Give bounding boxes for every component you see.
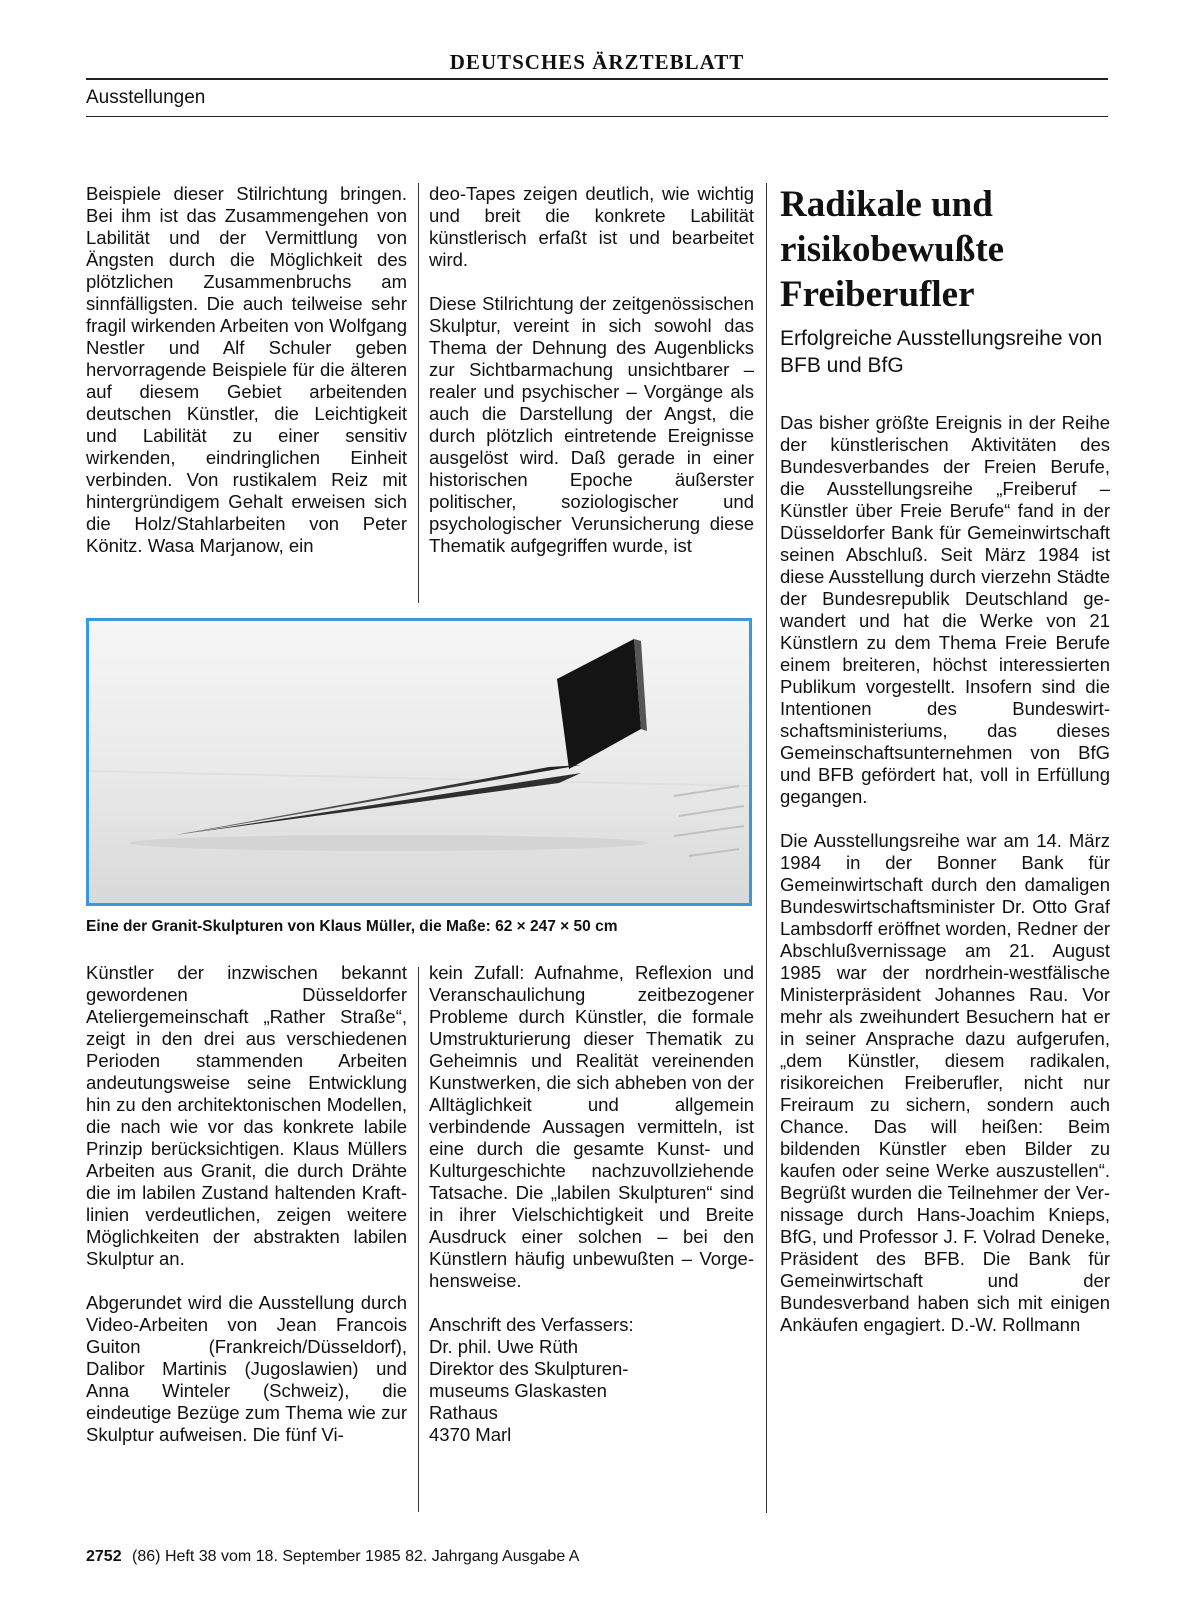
- sidebar-subheadline: Erfolgreiche Ausstellungsreihe von BFB und BfG: [780, 327, 1103, 377]
- paragraph: Beispiele dieser Stilrichtung bringen. Bei ihm ist das Zusammengehen von Labilität und der Vermittlung von Ängsten durch die Möglichkeit des plötzlichen Zusammenbruchs am sinnfälligsten. Die auch teilweise sehr fragil wirkenden Arbeiten von Wolfgang Nestler und Alf Schuler geben hervorragende Beispiele für die älteren auf diesem Gebiet arbeitenden deutschen Künstler, die Leichtigkeit und Labilität zu einer sensitiv wirkenden, eindringlichen Einheit verbinden. Von rustikalem Reiz mit hintergründigem Gehalt erweisen sich die Holz/Stahlarbeiten von Peter Könitz. Wasa Marjanow, ein: [86, 183, 407, 556]
- section-rule: [86, 116, 1108, 117]
- column-divider: [418, 967, 419, 1512]
- issue-info: (86) Heft 38 vom 18. September 1985 82. Jahrgang Ausgabe A: [132, 1548, 580, 1565]
- paragraph: Diese Stilrichtung der zeitgenössischen Skulptur, vereint in sich sowohl das Thema der Dehnung des Augenblicks zur Sichtbarmachung unsichtbarer – realer und psychischer – Vorgänge als auch die Darstellung der Angst, die durch plötzlich eintretende Ereignisse ausgelöst wird. Daß gerade in einer historischen Epoche äußerster politischer, soziologischer und psychologischer Verunsicherung diese Thematik aufgegriffen wurde, ist: [429, 293, 754, 556]
- figure-caption: Eine der Granit-Skulpturen von Klaus Müller, die Maße: 62 × 247 × 50 cm: [86, 918, 618, 935]
- sidebar-column: [780, 412, 1110, 1512]
- column-divider: [766, 183, 767, 1513]
- sculpture-photo: [86, 618, 752, 906]
- column-divider: [418, 183, 419, 603]
- column-1-top: [86, 183, 407, 601]
- paragraph: Das bisher größte Ereignis in der Reihe der künstlerischen Aktivitäten des Bundesverbandes der Freien Berufe, die Ausstellungsreihe „Freiberuf – Künstler über Freie Berufe“ fand in der Düsseldorfer Bank für Gemeinwirtschaft seinen Abschluß. Seit März 1984 ist diese Ausstellung durch vierzehn Städte der Bundesrepublik Deutschland gewandert und hat die Werke von 21 Künstlern zu dem Thema Freie Berufe einem breiteren, höchst interessierten Publikum vorgestellt. Insofern sind die Intentionen des Bundeswirtschaftsministeriums, das dieses Gemeinschaftsunternehmen von BfG und BFB gefördert hat, voll in Erfüllung gegangen.: [780, 412, 1110, 807]
- page-number: 2752: [86, 1548, 122, 1565]
- paragraph: deo-Tapes zeigen deutlich, wie wichtig und breit die konkrete Labilität künstlerisch erfaßt ist und bearbeitet wird.: [429, 183, 754, 270]
- author-address: [429, 1314, 754, 1446]
- paragraph: kein Zufall: Aufnahme, Reflexion und Veranschaulichung zeitbezogener Probleme durch Künstler, die formale Umstrukturierung dieser Thematik zu Geheimnis und Realität vereinenden Kunstwerken, die sich abheben von der Alltäglichkeit und allgemein verbindende Aussagen vermitteln, ist eine durch die gesamte Kunst- und Kulturgeschichte nachzuvollziehende Tatsache. Die „labilen Skulpturen“ sind in ihrer Vielschichtigkeit und Breite Ausdruck einer solchen – bei den Künstlern häufig unbewußten – Vorgehensweise.: [429, 962, 754, 1291]
- granite-sculpture-image: [89, 621, 749, 903]
- section-label: Ausstellungen: [86, 87, 206, 108]
- masthead-rule: [86, 78, 1108, 80]
- address-line: 4370 Marl: [429, 1424, 512, 1445]
- paragraph: Die Ausstellungsreihe war am 14. März 1984 in der Bonner Bank für Gemeinwirtschaft durch den damaligen Bundeswirtschaftsminister Dr. Otto Graf Lambsdorff eröffnet worden, Redner der Abschlußvernissage am 21. August 1985 war der nordrhein-westfälische Ministerpräsident Johannes Rau. Vor mehr als zweihundert Besuchern hat er in seiner Ansprache dazu aufgerufen, „dem Künstler, diesem radikalen, risikoreichen Freiberufler, nicht nur Freiraum zu sichern, sondern auch Chance. Das will heißen: Beim bildenden Künstler eben Bilder zu kaufen oder seine Werke auszustellen“. Begrüßt wurden die Teilnehmer der Vernissage durch Hans-Joachim Knieps, BfG, und Professor J. F. Volrad Deneke, Präsident des BFB. Die Bank für Gemeinwirtschaft und der Bundesverband haben sich mit einigen Ankäufen engagiert. D.-W. Rollmann: [780, 830, 1110, 1335]
- address-line: Rathaus: [429, 1402, 498, 1423]
- address-line: Anschrift des Verfassers:: [429, 1314, 634, 1335]
- column-1-bottom: [86, 962, 407, 1512]
- page-footer: [86, 1548, 579, 1566]
- paragraph: Künstler der inzwischen bekannt gewordenen Düsseldorfer Ateliergemeinschaft „Rather Straße“, zeigt in den drei aus verschiedenen Perioden stammenden Arbeiten andeutungsweise seine Entwicklung hin zu den architektonischen Modellen, die nach wie vor das konkrete labile Prinzip berücksichtigen. Klaus Müllers Arbeiten aus Granit, die durch Drähte die im labilen Zustand haltenden Kraftlinien verdeutlichen, zeigen weitere Möglichkeiten der abstrakten labilen Skulptur an.: [86, 962, 407, 1269]
- sidebar-headline: Radikale und risikobewußte Freiberufler: [780, 184, 1005, 315]
- paragraph: Abgerundet wird die Ausstellung durch Video-Arbeiten von Jean Francois Guiton (Frankreich/Düsseldorf), Dalibor Martinis (Jugoslawien) und Anna Winteler (Schweiz), die eindeutige Bezüge zum Thema wie zur Skulptur aufweisen. Die fünf Vi-: [86, 1292, 407, 1445]
- masthead: DEUTSCHES ÄRZTEBLATT: [449, 50, 745, 74]
- address-line: museums Glaskasten: [429, 1380, 607, 1401]
- address-line: Direktor des Skulpturen-: [429, 1358, 629, 1379]
- column-2-top: [429, 183, 754, 601]
- address-line: Dr. phil. Uwe Rüth: [429, 1336, 579, 1357]
- column-2-bottom: [429, 962, 754, 1512]
